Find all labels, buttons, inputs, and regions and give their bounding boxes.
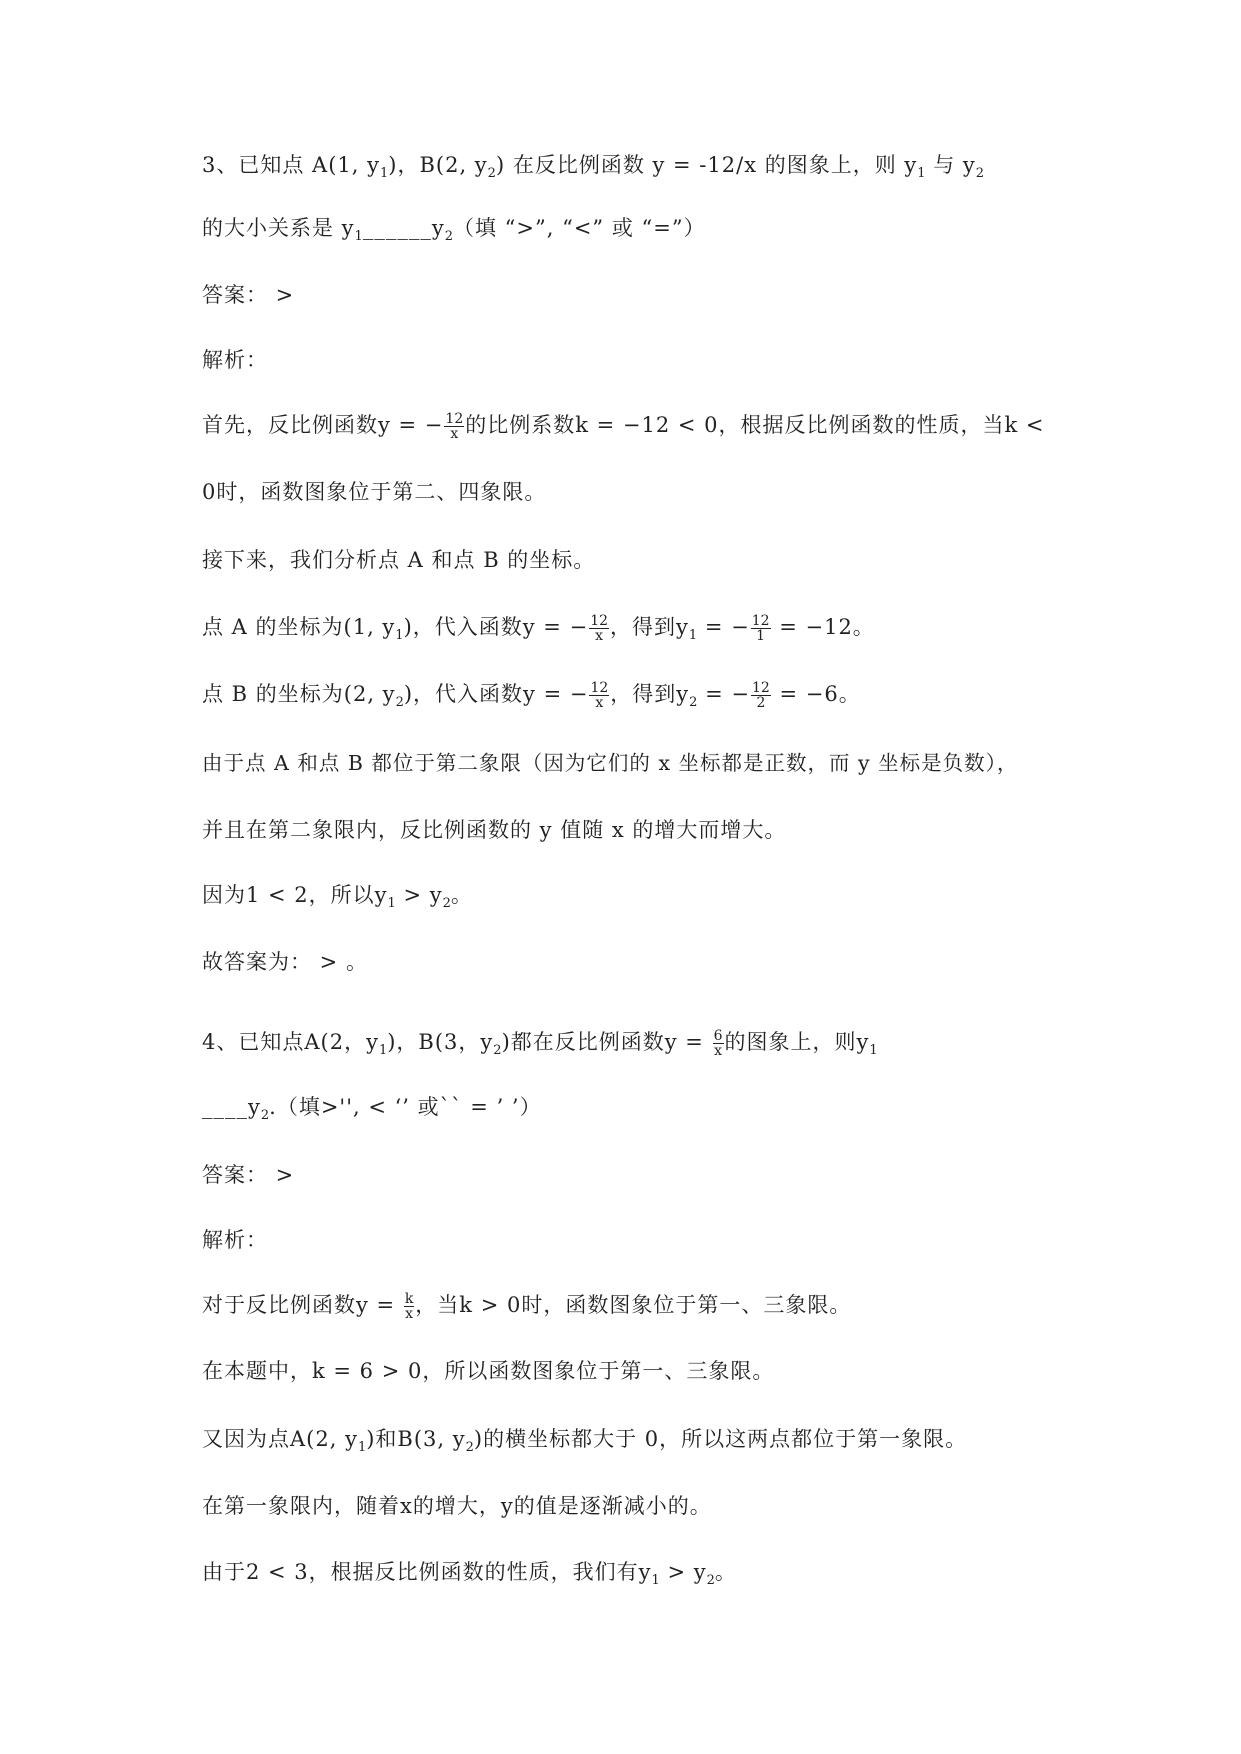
problem4-question-line1: 4、已知点A(2，$y_1$)，B(3，$y_2$)都在反比例函数y = $\frac{6}{x}$ 的图象上，则$y_1$ <box>202 1028 878 1059</box>
fraction-6-over-x: $\frac{6}{x}$ <box>713 1028 723 1059</box>
problem3-question-line1: 3、已知点 A(1, $y_1$)，B(2, $y_2$) 在反比例函数 y = -12/x 的图象上，则 $y_1$ 与 $y_2$ <box>202 153 985 182</box>
problem3-question-line2: 的大小关系是 $y_1\_\_\_\_\_\_y_2$（填 “>”, “<” 或 “=”） <box>202 216 706 245</box>
problem4-step5: 由于2 < 3，根据反比例函数的性质，我们有$y_1 > y_2$。 <box>202 1560 737 1589</box>
problem4-step4: 在第一象限内，随着x的增大，y的值是逐渐减小的。 <box>202 1494 712 1518</box>
problem3-step2: 0时，函数图象位于第二、四象限。 <box>202 480 547 504</box>
problem3-step5: 点 B 的坐标为(2, $y_2$)，代入函数y = − $\frac{12}{x}$ ，得到$y_2$ = − $\frac{12}{2}$ = −6。 <box>202 680 861 711</box>
fraction-12-over-x: $\frac{12}{x}$ <box>445 411 464 442</box>
problem4-step2: 在本题中，k = 6 > 0，所以函数图象位于第一、三象限。 <box>202 1359 775 1383</box>
problem3-step3: 接下来，我们分析点 A 和点 B 的坐标。 <box>202 548 596 572</box>
fraction-12-over-x: $\frac{12}{x}$ <box>590 680 609 711</box>
problem4-question-line2: $\_\_\_\_y_2$.（填>'', < ‘’ 或`` = ’ ’） <box>202 1095 542 1124</box>
problem3-step6: 由于点 A 和点 B 都位于第二象限（因为它们的 x 坐标都是正数，而 y 坐标是负数）， <box>202 751 1019 775</box>
problem3-step8: 因为1 < 2，所以$y_1 > y_2$。 <box>202 883 473 912</box>
fraction-12-over-2: $\frac{12}{2}$ <box>751 680 770 711</box>
problem3-step1: 首先，反比例函数y = − $\frac{12}{x}$ 的比例系数k = −12 < 0，根据反比例函数的性质，当k < <box>202 411 1045 442</box>
problem3-final-answer: 故答案为： > 。 <box>202 950 368 974</box>
problem3-step4: 点 A 的坐标为(1, $y_1$)，代入函数y = − $\frac{12}{x}$ ，得到$y_1$ = − $\frac{12}{1}$ = −12。 <box>202 613 875 644</box>
problem4-step1: 对于反比例函数y = $\frac{k}{x}$ ，当k > 0时，函数图象位于第一、三象限。 <box>202 1291 852 1322</box>
fraction-k-over-x: $\frac{k}{x}$ <box>404 1291 414 1322</box>
fraction-12-over-1: $\frac{12}{1}$ <box>751 613 770 644</box>
problem3-analysis-label: 解析： <box>202 348 268 372</box>
problem3-step7: 并且在第二象限内，反比例函数的 y 值随 x 的增大而增大。 <box>202 818 787 842</box>
problem3-answer: 答案： > <box>202 283 295 307</box>
fraction-12-over-x: $\frac{12}{x}$ <box>590 613 609 644</box>
problem4-answer: 答案： > <box>202 1163 295 1187</box>
problem4-step3: 又因为点A(2, $y_1$)和B(3, $y_2$)的横坐标都大于 0，所以这两点都位于第一象限。 <box>202 1427 968 1456</box>
problem4-analysis-label: 解析： <box>202 1228 268 1252</box>
